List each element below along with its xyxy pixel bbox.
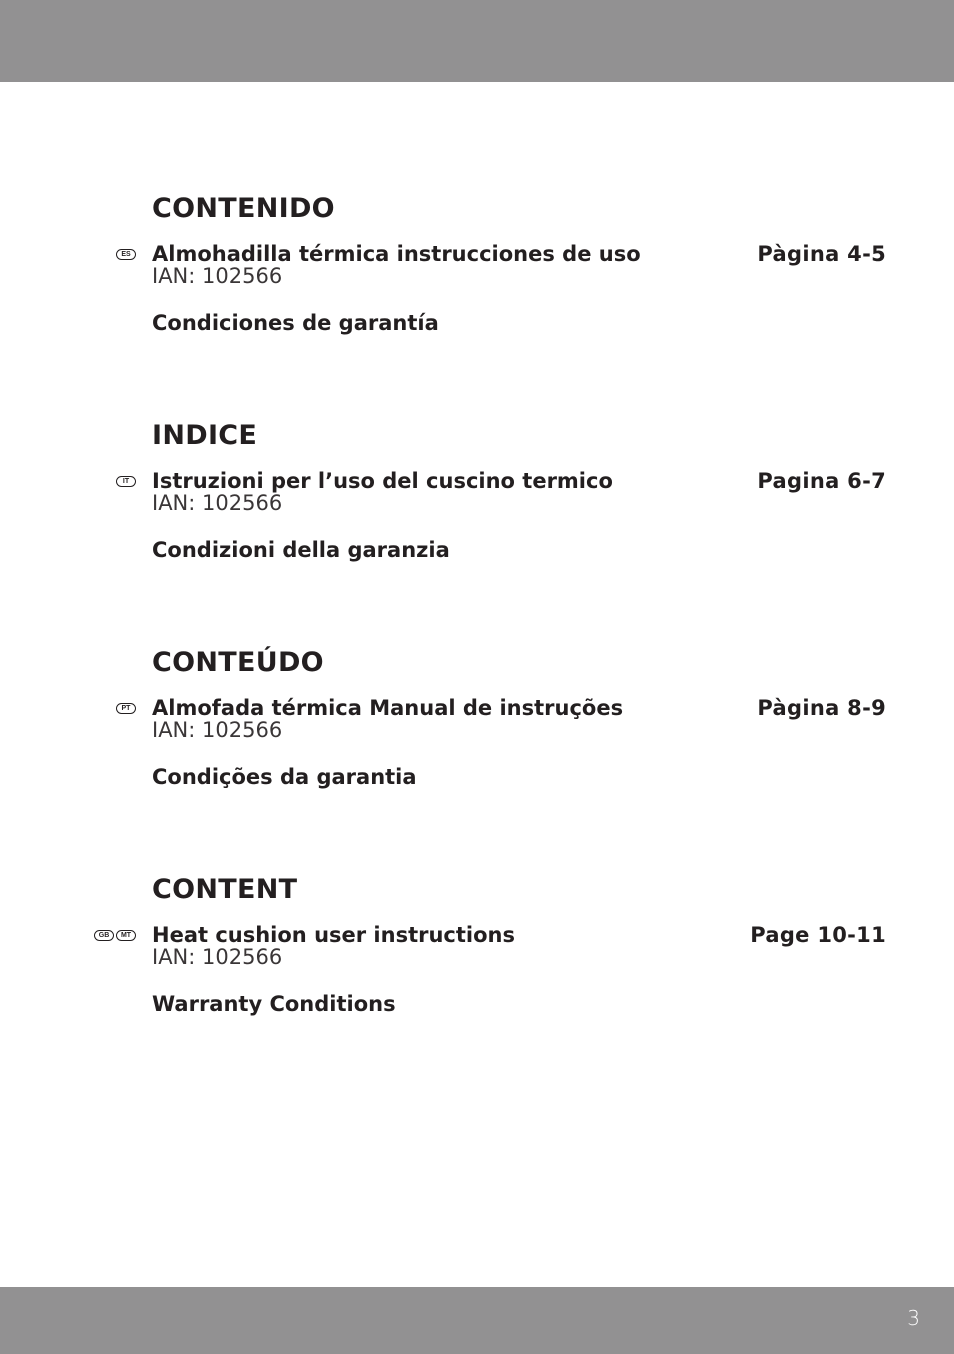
page-number: 3 xyxy=(907,1306,920,1330)
flag-pt-icon: PT xyxy=(116,703,136,714)
section-heading: INDICE xyxy=(152,420,258,451)
entry-title[interactable]: Almofada térmica Manual de instruções xyxy=(152,696,624,720)
entry-page[interactable]: Pàgina 8-9 xyxy=(757,696,886,720)
entry-page[interactable]: Page 10-11 xyxy=(750,923,886,947)
flag-es-icon: ES xyxy=(116,249,136,260)
entry-page[interactable]: Pàgina 4-5 xyxy=(757,242,886,266)
flag-it-icon: IT xyxy=(116,476,136,487)
section-heading: CONTEÚDO xyxy=(152,647,324,678)
flag-mt-icon: MT xyxy=(116,930,136,941)
section-heading: CONTENIDO xyxy=(152,193,335,224)
flag-gb-icon: GB xyxy=(94,930,114,941)
entry-page[interactable]: Pagina 6-7 xyxy=(757,469,886,493)
ian-number: IAN: 102566 xyxy=(152,491,283,515)
entry-title[interactable]: Heat cushion user instructions xyxy=(152,923,515,947)
top-band xyxy=(0,0,954,82)
bottom-band xyxy=(0,1287,954,1354)
language-flags xyxy=(116,703,136,714)
entry-title[interactable]: Istruzioni per l’uso del cuscino termico xyxy=(152,469,613,493)
warranty-link[interactable]: Condições da garantia xyxy=(152,765,417,789)
language-flags xyxy=(116,476,136,487)
warranty-link[interactable]: Warranty Conditions xyxy=(152,992,396,1016)
ian-number: IAN: 102566 xyxy=(152,264,283,288)
language-flags xyxy=(116,249,136,260)
language-flags xyxy=(94,930,136,941)
ian-number: IAN: 102566 xyxy=(152,718,283,742)
section-heading: CONTENT xyxy=(152,874,298,905)
warranty-link[interactable]: Condiciones de garantía xyxy=(152,311,439,335)
entry-title[interactable]: Almohadilla térmica instrucciones de uso xyxy=(152,242,641,266)
ian-number: IAN: 102566 xyxy=(152,945,283,969)
warranty-link[interactable]: Condizioni della garanzia xyxy=(152,538,450,562)
